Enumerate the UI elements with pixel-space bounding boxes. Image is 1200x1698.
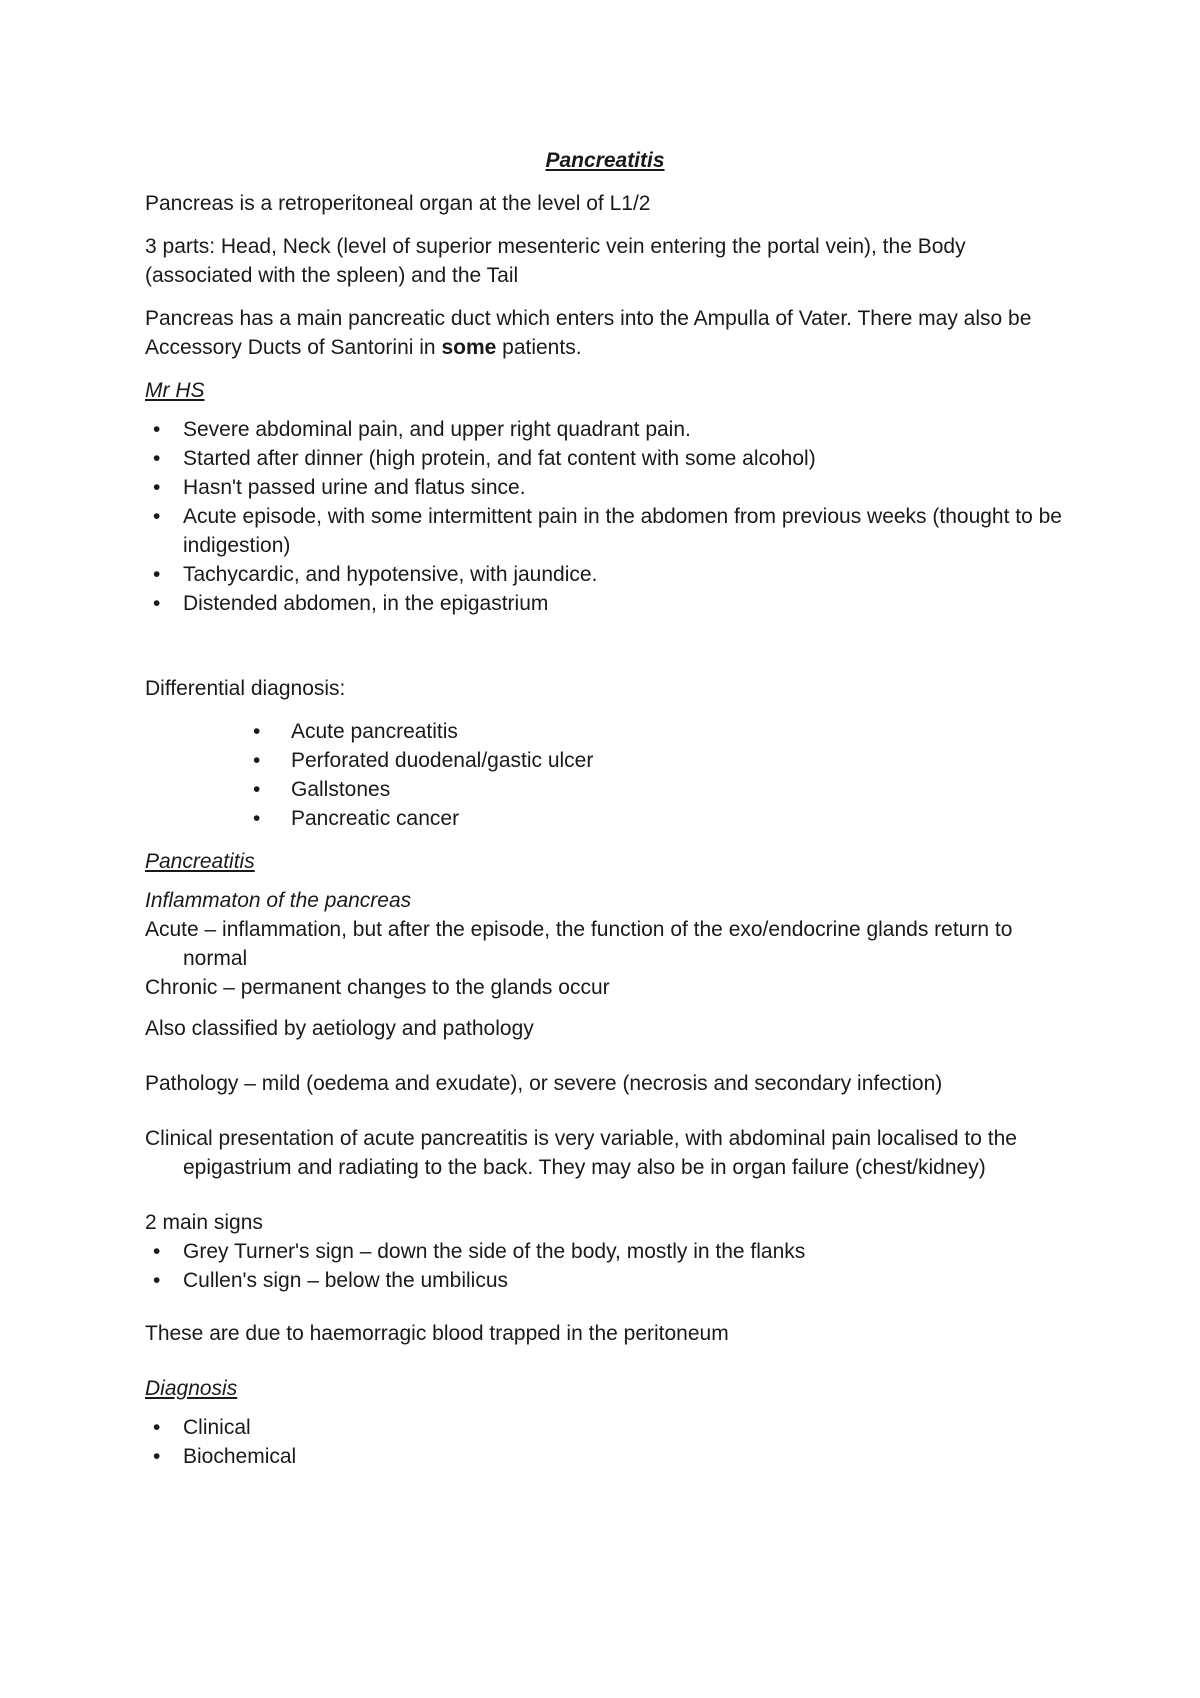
list-item: • Cullen's sign – below the umbilicus xyxy=(145,1266,1065,1295)
list-item: • Clinical xyxy=(145,1413,1065,1442)
duct-text-bold: some xyxy=(441,336,497,359)
differential-label: Differential diagnosis: xyxy=(145,677,346,700)
spacer xyxy=(145,1307,1065,1319)
acute-line: Acute – inflammation, but after the episode, the function of the exo/endocrine glands return to normal xyxy=(145,918,1013,970)
intro-paragraph-2: 3 parts: Head, Neck (level of superior mesenteric vein entering the portal vein), the Body (associated with the spleen) and the Tail xyxy=(145,235,966,287)
spacer xyxy=(145,646,1065,674)
signs-list xyxy=(145,1237,1065,1295)
diagnosis-heading: Diagnosis xyxy=(145,1377,238,1400)
chronic-line: Chronic – permanent changes to the glands occur xyxy=(145,976,610,999)
list-item: • Acute episode, with some intermittent pain in the abdomen from previous weeks (thought to be indigestion) xyxy=(145,502,1065,560)
document-title: Pancreatitis xyxy=(545,149,665,172)
document-body xyxy=(145,146,1065,1471)
duct-text-after: patients. xyxy=(496,336,582,359)
section-heading: Pancreatitis xyxy=(145,850,255,873)
spacer xyxy=(145,618,1065,646)
section-subheading: Inflammaton of the pancreas xyxy=(145,889,412,912)
pathology-line: Pathology – mild (oedema and exudate), or severe (necrosis and secondary infection) xyxy=(145,1072,943,1095)
list-item: • Started after dinner (high protein, and fat content with some alcohol) xyxy=(145,444,1065,473)
list-item: • Grey Turner's sign – down the side of the body, mostly in the flanks xyxy=(145,1237,1065,1266)
case-bullet-list xyxy=(145,415,1065,618)
classified-line: Also classified by aetiology and pathology xyxy=(145,1017,534,1040)
clinical-paragraph: Clinical presentation of acute pancreatitis is very variable, with abdominal pain localised to the epigastrium and radiating to the back. They may also be in organ failure (chest/kidney) xyxy=(145,1127,1017,1179)
spacer xyxy=(145,833,1065,847)
spacer xyxy=(145,1295,1065,1307)
list-item: • Gallstones xyxy=(145,775,1065,804)
list-item: • Hasn't passed urine and flatus since. xyxy=(145,473,1065,502)
list-item: • Severe abdominal pain, and upper right quadrant pain. xyxy=(145,415,1065,444)
spacer xyxy=(145,1112,1065,1124)
spacer xyxy=(145,1362,1065,1374)
list-item: • Biochemical xyxy=(145,1442,1065,1471)
signs-label: 2 main signs xyxy=(145,1211,263,1234)
case-heading: Mr HS xyxy=(145,379,205,402)
list-item: • Pancreatic cancer xyxy=(145,804,1065,833)
intro-paragraph-1: Pancreas is a retroperitoneal organ at the level of L1/2 xyxy=(145,192,651,215)
spacer xyxy=(145,1196,1065,1208)
signs-note: These are due to haemorragic blood trapped in the peritoneum xyxy=(145,1322,729,1345)
list-item: • Perforated duodenal/gastic ulcer xyxy=(145,746,1065,775)
duct-text-before: Pancreas has a main pancreatic duct which enters into the Ampulla of Vater. There may also be Accessory Ducts of Santorini in xyxy=(145,307,1032,359)
differential-list xyxy=(145,717,1065,833)
list-item: • Acute pancreatitis xyxy=(145,717,1065,746)
spacer xyxy=(145,1182,1065,1196)
spacer xyxy=(145,1057,1065,1069)
list-item: • Distended abdomen, in the epigastrium xyxy=(145,589,1065,618)
list-item: • Tachycardic, and hypotensive, with jaundice. xyxy=(145,560,1065,589)
spacer xyxy=(145,1002,1065,1014)
diagnosis-list xyxy=(145,1413,1065,1471)
duct-paragraph xyxy=(145,304,1065,362)
